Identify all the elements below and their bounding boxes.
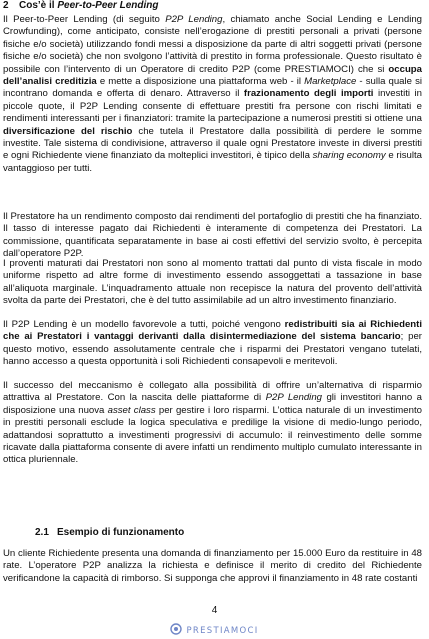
p1-text-c: e mette a disposizione una piattaforma web - il bbox=[96, 76, 305, 88]
page-number: 4 bbox=[211, 605, 218, 616]
p4-text-a: Il P2P Lending è un modello favorevole a tutti, poiché vengono bbox=[3, 319, 285, 330]
subsection-number: 2.1 bbox=[35, 527, 49, 538]
p2-text: Il Prestatore ha un rendimento composto dai rendimenti del portafoglio di prestiti che ha finanziato. Il tasso di interesse pagato dai Richiedenti è interamente di competenza dei Prestatori. La commissione, quantificata separatamente in base ai costi effettivi del servizio svolto, è percepita dall’operatore P2P. bbox=[3, 211, 422, 260]
paragraph-4 bbox=[3, 319, 422, 369]
p5-text-c: per gestire i loro risparmi. L’ottica naturale di un investimento in prestiti personali esclude la logica speculativa e predilige la visione di medio-lungo periodo, adattandosi soprattutto a investimenti progressivi di accumulo: il reinvestimento delle somme ricavate dalla piattaforma consente di avere infatti un rendimento multiplo cumulato interessante in ottica pluriennale. bbox=[3, 404, 422, 466]
p3-text: I proventi maturati dai Prestatori non sono al momento trattati dal punto di vista fiscale in modo uniforme rispetto ad altre forme di investimento essendo assoggettati a tassazione in base all’aliquota marginale. L’inquadramento attuale non recepisce la natura del provento dell’attività svolta da parte dei Prestatori, che è del tutto assimilabile ad un altro investimento finanziario. bbox=[3, 258, 422, 307]
footer-brand-text: PRESTIAMOCI bbox=[186, 626, 259, 636]
section-heading bbox=[3, 0, 159, 12]
paragraph-5 bbox=[3, 380, 422, 467]
p5-text-b: gli investitori hanno a disposizione una nuova bbox=[3, 392, 422, 416]
p1-bold-d: frazionamento degli importi bbox=[243, 88, 374, 100]
p1-italic-c: Marketplace bbox=[304, 76, 357, 88]
section-title-italic: Peer-to-Peer Lending bbox=[57, 0, 159, 11]
section-number: 2 bbox=[3, 0, 9, 11]
section-title-text: Cos’è il bbox=[19, 0, 58, 11]
p1-bold-b: occupa dell’analisi creditizia bbox=[3, 63, 422, 88]
p1-text-a: Il Peer-to-Peer Lending (di seguito bbox=[3, 14, 166, 25]
p1-italic-a: P2P Lending bbox=[165, 14, 223, 25]
p1-text-b: , chiamato anche Social Lending e Lending Crowfunding), come anticipato, consiste nell’erogazione di prestiti personali a privati (persone fisiche e/o società) utilizzando fondi messi a disposizione da parte di altri soggetti privati (persone fisiche e/o società) che non svolgono l’attività di prestito in forma professionale. Questo risultato è possibile con l’intervento di un Operatore di credito P2P (come PRESTIAMOCI) che si bbox=[3, 14, 422, 75]
p4-text-b: ; per questo motivo, essendo assolutamente centrale che i risparmi dei Prestatori vengano tutelati, hanno accesso a questa opportunità i soli Richiedenti consapevoli e meritevoli. bbox=[3, 331, 422, 368]
prestiamoci-logo-icon bbox=[170, 623, 182, 639]
p1-text-g: e risulta vantaggioso per tutti. bbox=[3, 150, 422, 174]
paragraph-6 bbox=[3, 548, 422, 585]
p5-italic-a: P2P Lending bbox=[265, 392, 322, 404]
p1-bold-e: diversificazione del rischio bbox=[3, 125, 133, 137]
paragraph-2 bbox=[3, 211, 422, 261]
p6-text: Un cliente Richiedente presenta una domanda di finanziamento per 15.000 Euro da restituire in 48 rate. L’operatore P2P analizza la richiesta e definisce il merito di credito del Richiedente verificandone la capacità di rimborso. Si supponga che approvi il finanziamento in 48 rate costanti bbox=[3, 548, 422, 584]
paragraph-1 bbox=[3, 14, 422, 175]
p1-text-d: - sulla quale si incontrano domanda e offerta di denaro. Attraverso il bbox=[3, 76, 422, 100]
p1-text-f: che tutela il Prestatore dalla possibilità di perdere le somme investite. Tale sistema di condivisione, attraverso il quale ogni Prestatore investe in diversi prestiti e ogni Richiedente viene finanziato da molteplici investitori, è tipico della bbox=[3, 125, 422, 162]
paragraph-3 bbox=[3, 258, 422, 308]
p5-italic-b: asset class bbox=[107, 404, 156, 416]
footer-brand bbox=[0, 623, 429, 639]
p1-text-e: investiti in piccole quote, il P2P Lending consente di effettuare prestiti fra persone con rischi limitati e rendimenti interessanti per i finanziatori: tramite la partecipazione a numerosi prestiti si ottiene una bbox=[3, 88, 422, 125]
subsection-heading bbox=[35, 527, 184, 539]
subsection-title-text: Esempio di funzionamento bbox=[57, 527, 185, 538]
p5-text-a: Il successo del meccanismo è collegato alla possibilità di offrire un’alternativa di risparmio attrattiva al Prestatore. Con la nascita delle piattaforme di bbox=[3, 380, 422, 404]
p4-bold-a: redistribuiti sia ai Richiedenti che ai Prestatori i vantaggi derivanti dalla disintermediazione del sistema bancario bbox=[3, 319, 422, 343]
p1-italic-f: sharing economy bbox=[312, 150, 386, 162]
